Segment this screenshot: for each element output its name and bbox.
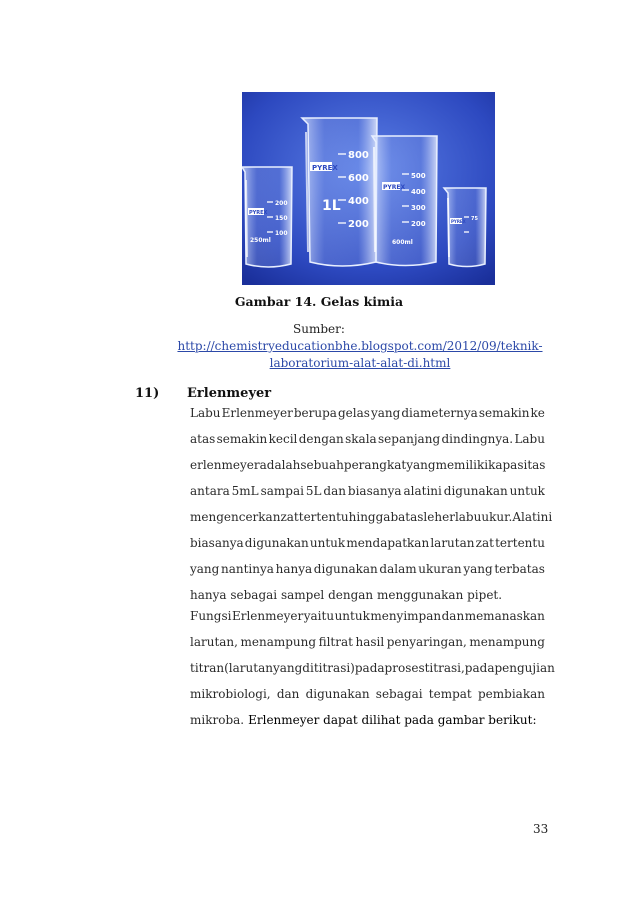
paragraph-word: nantinya (221, 562, 274, 576)
paragraph-word: digunakan (443, 484, 508, 498)
paragraph-word: gelas (338, 406, 370, 420)
paragraph-word: penyaringan, (386, 635, 467, 649)
paragraph-word: labu (454, 510, 482, 524)
paragraph-word: leher (423, 510, 455, 524)
paragraph-line (190, 530, 545, 556)
paragraph-word: 5mL (231, 484, 259, 498)
paragraph-line (190, 603, 545, 629)
paragraph-word: ke (530, 406, 545, 420)
svg-text:300: 300 (411, 204, 426, 212)
paragraph-word: perangkat (343, 458, 407, 472)
paragraph-word: dititrasi) (302, 661, 355, 675)
paragraph-line (190, 426, 545, 452)
glass-beakers-photo-icon (242, 92, 495, 285)
paragraph-line (190, 478, 545, 504)
paragraph-word: sampai (260, 484, 304, 498)
paragraph-word: yaitu (303, 609, 335, 623)
svg-text:250ml: 250ml (250, 237, 271, 244)
paragraph-word: skala (345, 432, 377, 446)
paragraph-word: menampung (469, 635, 545, 649)
paragraph-word: kapasitas (488, 458, 546, 472)
paragraph-word: dan (441, 609, 465, 623)
paragraph-word: dindingnya. (441, 432, 514, 446)
paragraph-line (190, 504, 553, 530)
paragraph-word: terbatas (494, 562, 545, 576)
svg-text:400: 400 (411, 188, 426, 196)
svg-text:PYREX: PYREX (383, 184, 406, 191)
paragraph-word: diameternya (401, 406, 478, 420)
paragraph-line: hanya sebagai sampel dengan menggunakan pipet. (190, 588, 503, 602)
paragraph-word: dalam (379, 562, 417, 576)
paragraph-word: pembiakan (477, 687, 545, 701)
paragraph-word: adalah (259, 458, 301, 472)
paragraph-line (190, 655, 555, 681)
beaker-photo (242, 92, 495, 285)
paragraph-word: menampung (240, 635, 317, 649)
paragraph-line (190, 629, 545, 655)
paragraph-word: yang (370, 406, 401, 420)
section-heading (135, 386, 271, 401)
svg-text:100: 100 (275, 230, 288, 237)
paragraph-word: Labu (514, 432, 545, 446)
paragraph-word: semakin (478, 406, 530, 420)
paragraph-word: dengan (298, 432, 344, 446)
source-link-line-1[interactable]: http://chemistryeducationbhe.blogspot.com/2012/09/teknik- (177, 339, 543, 353)
paragraph-word: Labu (190, 406, 221, 420)
paragraph-word: digunakan (244, 536, 309, 550)
paragraph-1 (190, 400, 553, 608)
paragraph-word: mendapatkan (346, 536, 430, 550)
paragraph-line (190, 452, 545, 478)
section-number: 11) (135, 386, 160, 401)
paragraph-word: filtrat (318, 635, 353, 649)
paragraph-text: mikroba. (190, 713, 245, 727)
paragraph-word: titran (190, 661, 225, 675)
paragraph-word: atas (190, 432, 216, 446)
paragraph-word: zat (280, 510, 299, 524)
paragraph-word: ukur. (481, 510, 513, 524)
svg-text:1L: 1L (322, 198, 341, 214)
paragraph-word: yang (463, 562, 493, 576)
svg-text:150: 150 (275, 215, 288, 222)
paragraph-text-emphasis: Erlenmeyer dapat dilihat pada gambar berikut: (248, 713, 537, 727)
paragraph-word: hanya (275, 562, 313, 576)
paragraph-word: Fungsi (190, 609, 232, 623)
paragraph-word: ini (536, 510, 553, 524)
paragraph-word: kecil (268, 432, 298, 446)
svg-text:800: 800 (348, 150, 369, 161)
source-link-line-2[interactable]: laboratorium-alat-alat-di.html (269, 356, 451, 370)
paragraph-word: larutan (430, 536, 475, 550)
paragraph-word: proses (384, 661, 425, 675)
paragraph-word: tertentu (298, 510, 349, 524)
paragraph-word: 5L (305, 484, 322, 498)
paragraph-word: pada (464, 661, 495, 675)
paragraph-line (190, 400, 545, 426)
svg-text:PYREX: PYREX (451, 219, 466, 224)
paragraph-word: menyimpan (370, 609, 442, 623)
paragraph-line (190, 681, 545, 707)
svg-text:200: 200 (348, 219, 369, 230)
paragraph-word: yang (272, 661, 303, 675)
paragraph-word: ukuran (418, 562, 462, 576)
paragraph-word: digunakan (305, 687, 370, 701)
paragraph-word: semakin (216, 432, 268, 446)
paragraph-word: hasil (355, 635, 385, 649)
paragraph-word: erlenmeyer (190, 458, 260, 472)
svg-text:500: 500 (411, 172, 426, 180)
paragraph-word: Erlenmeyer (231, 609, 304, 623)
paragraph-word: yang (406, 458, 436, 472)
source-label: Sumber: (293, 322, 345, 336)
svg-text:75: 75 (471, 216, 478, 222)
paragraph-word: mengencerkan (190, 510, 281, 524)
paragraph-word: biasanya (347, 484, 402, 498)
paragraph-word: biasanya (190, 536, 244, 550)
paragraph-line (190, 707, 545, 733)
paragraph-word: mikrobiologi, (190, 687, 271, 701)
paragraph-word: dan (276, 687, 300, 701)
paragraph-word: memanaskan (464, 609, 545, 623)
paragraph-word: batas (390, 510, 424, 524)
paragraph-word: antara (190, 484, 230, 498)
svg-text:PYREX: PYREX (312, 164, 338, 172)
paragraph-word: untuk (509, 484, 545, 498)
svg-text:600ml: 600ml (392, 239, 413, 246)
paragraph-word: yang (190, 562, 220, 576)
paragraph-word: memiliki (435, 458, 489, 472)
paragraph-word: alatini (403, 484, 442, 498)
paragraph-word: digunakan (313, 562, 378, 576)
paragraph-word: untuk (309, 536, 346, 550)
paragraph-word: (larutan (224, 661, 273, 675)
paragraph-word: Alat (512, 510, 537, 524)
page-number: 33 (533, 822, 549, 836)
paragraph-word: tertentu (495, 536, 545, 550)
paragraph-word: larutan, (190, 635, 238, 649)
paragraph-word: pada (354, 661, 385, 675)
paragraph-word: untuk (334, 609, 370, 623)
paragraph-word: hingga (348, 510, 391, 524)
paragraph-2 (190, 603, 555, 733)
paragraph-word: sebuah (300, 458, 344, 472)
paragraph-word: zat (475, 536, 494, 550)
paragraph-word: Erlenmeyer (221, 406, 293, 420)
paragraph-word: pengujian (494, 661, 555, 675)
source-link[interactable] (165, 338, 555, 372)
paragraph-word: dan (323, 484, 346, 498)
svg-text:200: 200 (411, 220, 426, 228)
paragraph-word: berupa (293, 406, 337, 420)
paragraph-word: sepanjang (378, 432, 441, 446)
paragraph-word: sebagai (375, 687, 423, 701)
svg-text:400: 400 (348, 196, 369, 207)
svg-text:PYREX: PYREX (249, 210, 268, 216)
figure-caption: Gambar 14. Gelas kimia (234, 294, 404, 309)
svg-text:600: 600 (348, 173, 369, 184)
paragraph-word: titrasi, (424, 661, 465, 675)
paragraph-line (190, 556, 545, 582)
section-title: Erlenmeyer (187, 386, 272, 401)
svg-text:200: 200 (275, 200, 288, 207)
paragraph-word: tempat (428, 687, 472, 701)
